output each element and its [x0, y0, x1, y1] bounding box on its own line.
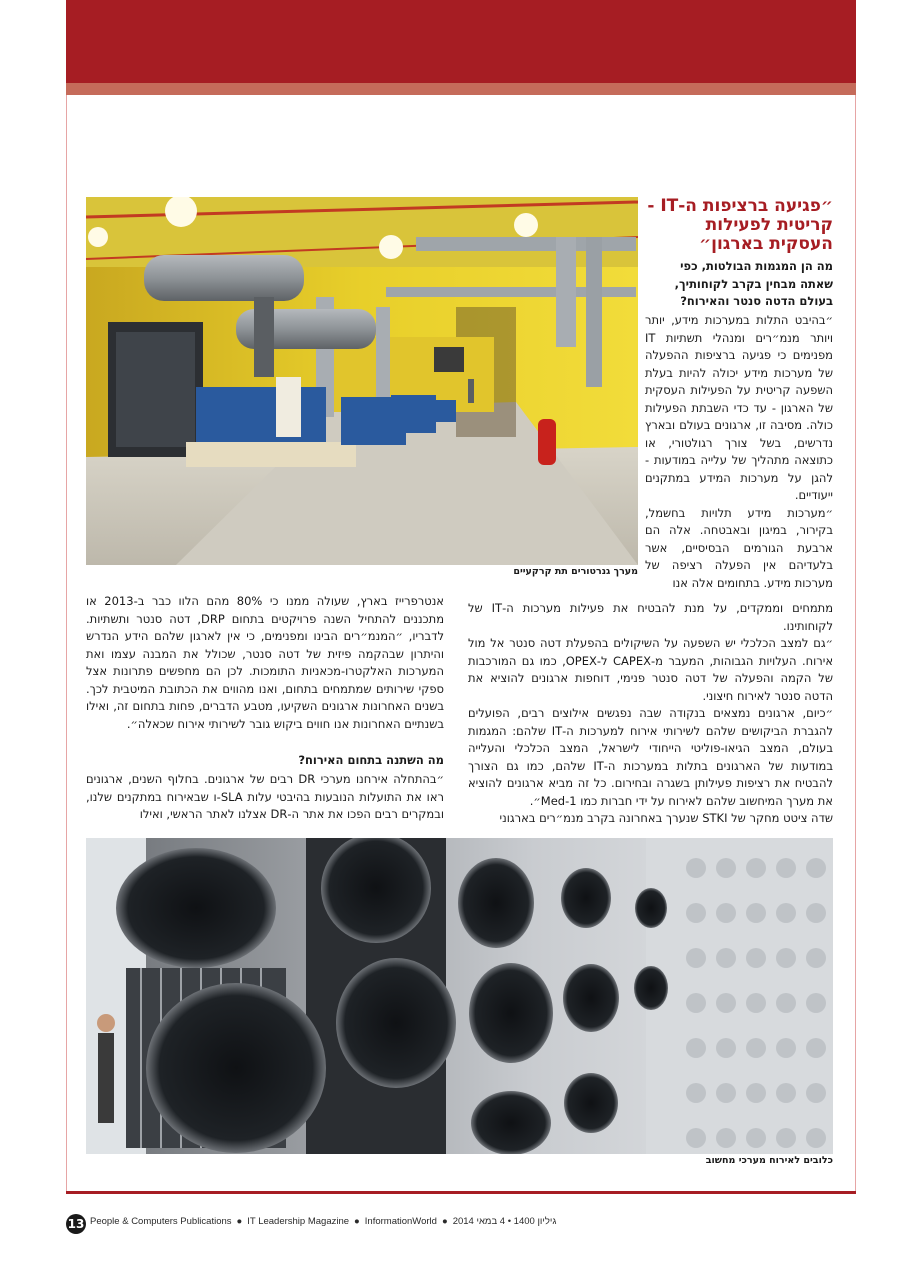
page-frame-bottom [66, 1191, 856, 1194]
footer-separator: ● [236, 1216, 243, 1227]
page-number-badge: 13 [66, 1214, 86, 1234]
footer-site: InformationWorld [364, 1216, 437, 1227]
page-frame-left [66, 95, 67, 1192]
generator-hall-photo [86, 197, 638, 565]
paragraph: שדה ציטט מחקר של STKI שנערך באחרונה בקרב מנמ״רים בארגוני [499, 811, 833, 825]
article-column-right-wide [468, 600, 833, 828]
paragraph: ״גם למצב הכלכלי יש השפעה על השיקולים בהפעלת דטה סנטר אל מול אירוח. העלויות הגבוהות, המעבר מ-CAPEX ל-OPEX, כמו גם המורכבות של הקמה והפעלה של דטה סנטר פנימי, דוחפות ארגונים להוציא את הדטה סנטר לאירוח חיצוני. [468, 636, 833, 703]
photo-caption: כלובים לאירוח מערכי מחשוב [705, 1155, 833, 1166]
interview-question: מה הן המגמות הבולטות, כפי שאתה מבחין בקרב לקוחותיך, בעולם הדטה סנטר והאירוח? [674, 259, 833, 308]
photo-caption: מערך גנרטורים תת קרקעיים [513, 566, 638, 577]
page-footer [90, 1216, 556, 1227]
header-band-shadow [66, 83, 856, 95]
paragraph: ״מערכות מידע תלויות בחשמל, בקירור, במיגון ובאבטחה. אלה הם ארבעת הגורמים הבסיסיים, אשר בלעדיהם אין הפעלה רציפה של מערכות מידע. בתחומים אלה אנו [645, 505, 833, 590]
colocation-cages-photo [86, 838, 833, 1154]
paragraph: ״כיום, ארגונים נמצאים בנקודה שבה נפגשים אילוצים רבים, הפועלים להגברת הביקושים שלהם לשירותי אירוח למערכות ה-IT שלהם: המגמות בעולם, המצב הגיאו-פוליטי הייחודי לישראל, המצב הכלכלי והעלייה במודעות של הארגונים בתלות במערכות ה-IT שלהם, כמו גם הצורך להבטיח את רציפות פעילותן בשגרה ובחירום. כל זה מביא ארגונים להוציא את מערך המיחשוב שלהם לאירוח על ידי חברות כמו Med-1״. [468, 706, 833, 808]
footer-separator: ● [354, 1216, 360, 1227]
header-color-band [66, 0, 856, 83]
paragraph: ״בהתחלה אירחנו מערכי DR רבים של ארגונים. בחלוף השנים, ארגונים ראו את התועלות הנובעות בהיבטי עלות SLA-ו שבאירוח במתקנים שלנו, ובמקרים רבים הפכו את אתר ה-DR אצלנו לאתר הראשי, ואילו [86, 772, 444, 821]
paragraph: אנטרפרייז בארץ, שעולה ממנו כי 80% מהם הלוו כבר ב-2013 או מתכננים להתחיל השנה פרויקטים בתחום DRP, דטה סנטר ותשתיות. לדבריו, ״המנמ״רים הבינו ומפנימים, כי אין לארגון שלהם הידע הנדרש והיתרון שבהקמה פיזית של דטה סנטר, שכולל את המבנה עצמו ואת המערכות האלקטרו-מכאניות התומכות. לכן הם מחפשים פתרונות אצל ספקי שירותים שמתמחים בתחום, ואנו מהווים את הכתובת המיטבית לכך. בשנים האחרונות ארגונים השקיעו, מטבע הדברים, פחות בתחום זה, ואילו בשנתיים האחרונות אנו חווים ביקוש גובר לשירותי אירוח שכאלה״. [86, 594, 445, 731]
paragraph: ״בהיבט התלות במערכות מידע, יותר ויותר מנמ״רים ומנהלי תשתיות IT מפנימים כי פגיעה ברציפות ההפעלה של מערכות מידע יכולה להיות בעלת השפעה קריטית על הפעילות העסקית של הארגון - עד כדי השבתת הפעילות כולה. מסיבה זו, ארגונים בעולם ובארץ נדרשים, בשל צורך רגולטורי, או כתוצאה מתהליך של עלייה במודעות - להגן על מערכות המידע במתקנים ייעודיים. [645, 313, 833, 502]
footer-magazine: IT Leadership Magazine [247, 1216, 350, 1227]
paragraph: מתמחים וממקדים, על מנת להבטיח את פעילות מערכות ה-IT של לקוחותינו. [468, 601, 834, 633]
article-headline: ״פגיעה ברציפות ה-IT - קריטית לפעילות העסקית בארגון״ [647, 196, 833, 254]
footer-publisher: People & Computers Publications [90, 1216, 232, 1227]
article-column-left-continued [86, 771, 444, 824]
footer-issue: גיליון 1400 • 4 במאי 2014 [452, 1216, 557, 1227]
article-column-left [86, 593, 444, 733]
page-frame-right [855, 95, 856, 1192]
footer-separator: ● [441, 1216, 448, 1227]
section-subheading: מה השתנה בתחום האירוח? [298, 753, 444, 767]
article-column-right-narrow [645, 312, 833, 592]
